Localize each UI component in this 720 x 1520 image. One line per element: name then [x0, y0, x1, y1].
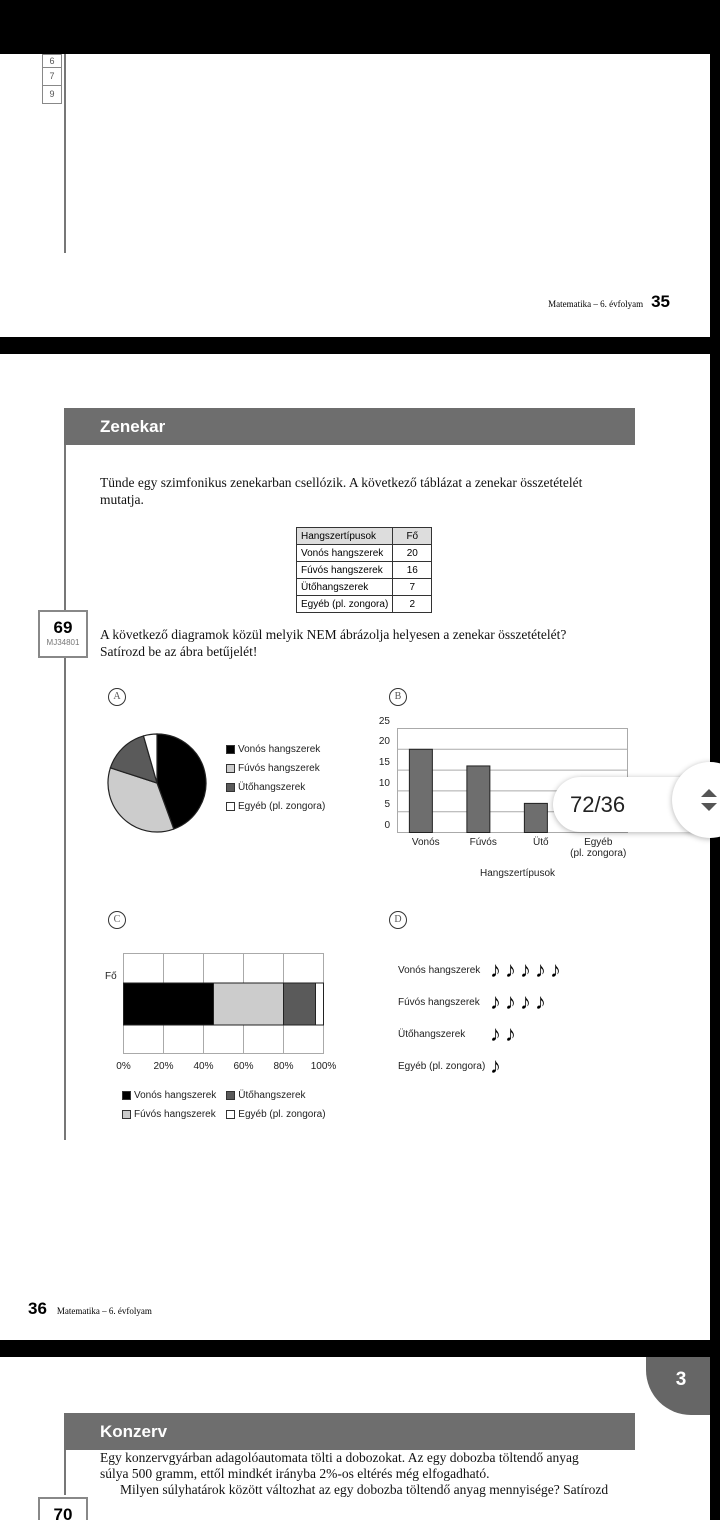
legend-label: Vonós hangszerek: [134, 1090, 217, 1101]
stacked-segment: [124, 983, 214, 1025]
eighth-note-icon: ♪: [490, 957, 501, 982]
side-number: 7: [43, 68, 61, 86]
stacked-category-label: Fő: [105, 971, 117, 982]
section-header: Konzerv: [64, 1413, 635, 1450]
orchestra-table: [296, 527, 432, 613]
page-footer: [548, 292, 670, 312]
page-footer: [28, 1299, 152, 1319]
x-tick-label: Fúvós: [469, 837, 497, 848]
eighth-note-icon: ♪: [535, 957, 546, 982]
eighth-note-icon: ♪: [490, 989, 501, 1014]
pictogram-row: [398, 1050, 565, 1082]
y-tick-label: 0: [384, 819, 390, 831]
legend-swatch: [122, 1091, 131, 1100]
pictogram-row: [398, 1018, 565, 1050]
text-line: Milyen súlyhatárok között változhat az egy dobozba töltendő anyag mennyisége? Satírozd: [120, 1482, 609, 1497]
table-cell: Egyéb (pl. zongora): [297, 596, 393, 613]
eighth-note-icon: ♪: [505, 1021, 516, 1046]
bar: [467, 766, 490, 833]
page-number: 35: [651, 292, 670, 311]
section-header: Zenekar: [64, 408, 635, 445]
legend-swatch: [226, 1091, 235, 1100]
eighth-note-icon: ♪: [505, 957, 516, 982]
stacked-bar-chart-c: [123, 953, 325, 1055]
legend-swatch: [122, 1110, 131, 1119]
y-tick-label: 15: [378, 757, 390, 769]
question-text: A következő diagramok közül melyik NEM ábrázolja helyesen a zenekar összetételét?: [100, 627, 567, 642]
option-a-bubble[interactable]: A: [108, 688, 126, 706]
pictogram-row: [398, 954, 565, 986]
question-code: MJ34801: [46, 638, 80, 647]
pie-legend: [226, 740, 325, 816]
pdf-page-36: [0, 354, 710, 1340]
table-row: [297, 562, 432, 579]
legend-swatch: [226, 802, 235, 811]
table-row: [297, 545, 432, 562]
text-line: súlya 500 gramm, ettől mindkét irányba 2%-os eltérés még elfogadható.: [100, 1466, 490, 1481]
y-tick-label: 10: [378, 777, 390, 789]
margin-line: [64, 54, 66, 253]
eighth-note-icon: ♪: [520, 957, 531, 982]
legend-item: [226, 740, 325, 759]
text-line: Egy konzervgyárban adagolóautomata tölti a dobozokat. Az egy dobozba töltendő anyag: [100, 1450, 579, 1465]
table-row: [297, 596, 432, 613]
pie-chart-a: [105, 731, 209, 835]
question-number-box: [38, 610, 88, 658]
bar-x-label: Hangszertípusok: [480, 868, 556, 879]
option-c-bubble[interactable]: C: [108, 911, 126, 929]
pdf-page-37: [0, 1357, 710, 1520]
pictogram-label: Fúvós hangszerek: [398, 996, 480, 1008]
x-tick-label: Egyéb (pl. zongora): [570, 837, 627, 859]
chapter-tab: 3: [646, 1357, 710, 1415]
x-tick-label: 0%: [116, 1061, 131, 1072]
question-instruction: Satírozd be az ábra betűjelét!: [100, 644, 258, 659]
x-tick-label: Vonós: [411, 837, 440, 848]
table-cell: 20: [393, 545, 432, 562]
eighth-note-icon: ♪: [505, 989, 516, 1014]
legend-item: [226, 778, 325, 797]
bar: [409, 749, 432, 832]
legend-label: Fúvós hangszerek: [134, 1109, 216, 1120]
option-d-bubble[interactable]: D: [389, 911, 407, 929]
side-number: 9: [49, 89, 55, 99]
legend-item: [226, 1086, 325, 1105]
table-cell: 7: [393, 579, 432, 596]
table-cell: Vonós hangszerek: [297, 545, 393, 562]
stacked-legend: [122, 1086, 326, 1124]
legend-item: [122, 1105, 216, 1124]
pdf-page-35: [0, 54, 710, 337]
footer-subject: Matematika – 6. évfolyam: [548, 299, 644, 309]
y-tick-label: 25: [378, 715, 390, 727]
stacked-segment: [214, 983, 284, 1025]
table-row: [297, 579, 432, 596]
y-tick-label: 5: [384, 798, 390, 810]
legend-label: Fúvós hangszerek: [238, 763, 320, 774]
eighth-note-icon: ♪: [550, 957, 561, 982]
table-cell: Fúvós hangszerek: [297, 562, 393, 579]
table-header: Fő: [393, 528, 432, 545]
x-tick-label: 60%: [233, 1061, 254, 1072]
legend-label: Egyéb (pl. zongora): [238, 1109, 326, 1120]
bar-y-axis: [370, 715, 390, 842]
bar: [524, 803, 547, 832]
pictogram-row: [398, 986, 565, 1018]
stacked-segment: [284, 983, 316, 1025]
bar-x-axis: [397, 837, 629, 867]
y-tick-label: 20: [378, 736, 390, 748]
eighth-note-icon: ♪: [490, 1053, 501, 1078]
pictogram-label: Ütőhangszerek: [398, 1028, 466, 1040]
legend-label: Ütőhangszerek: [238, 1090, 306, 1101]
option-b-bubble[interactable]: B: [389, 688, 407, 706]
question-number: 70: [53, 1505, 73, 1520]
side-number-boxes: [42, 54, 62, 104]
legend-swatch: [226, 1110, 235, 1119]
x-tick-label: 40%: [193, 1061, 214, 1072]
legend-item: [226, 797, 325, 816]
intro-text: Tünde egy szimfonikus zenekarban csellózik. A következő táblázat a zenekar összetételét mutatja.: [100, 475, 583, 507]
question-number-box: [38, 1497, 88, 1520]
margin-line: [64, 1450, 66, 1495]
page-indicator: 72/36: [553, 777, 713, 832]
legend-item: [226, 1105, 325, 1124]
x-tick-label: 80%: [273, 1061, 294, 1072]
page-number: 36: [28, 1299, 47, 1318]
question-number: 69: [53, 618, 73, 637]
up-down-arrows-icon: [698, 786, 720, 814]
footer-subject: Matematika – 6. évfolyam: [56, 1306, 152, 1316]
problem-text: [100, 1450, 608, 1498]
legend-item: [122, 1086, 216, 1105]
pictogram-label: Egyéb (pl. zongora): [398, 1060, 486, 1072]
legend-swatch: [226, 745, 235, 754]
table-cell: 16: [393, 562, 432, 579]
eighth-note-icon: ♪: [490, 1021, 501, 1046]
legend-swatch: [226, 783, 235, 792]
legend-label: Vonós hangszerek: [238, 744, 321, 755]
legend-swatch: [226, 764, 235, 773]
eighth-note-icon: ♪: [535, 989, 546, 1014]
x-tick-label: 20%: [153, 1061, 174, 1072]
table-cell: 2: [393, 596, 432, 613]
legend-item: [226, 759, 325, 778]
stacked-x-axis: [116, 1061, 337, 1075]
table-cell: Ütőhangszerek: [297, 579, 393, 596]
table-header: Hangszertípusok: [297, 528, 393, 545]
stacked-segment: [316, 983, 324, 1025]
legend-label: Egyéb (pl. zongora): [238, 801, 326, 812]
eighth-note-icon: ♪: [520, 989, 531, 1014]
side-number: 6: [43, 55, 61, 68]
pictogram-label: Vonós hangszerek: [398, 964, 481, 976]
legend-label: Ütőhangszerek: [238, 782, 306, 793]
pictogram-d: [398, 954, 565, 1082]
x-tick-label: 100%: [310, 1061, 337, 1072]
margin-line: [64, 445, 66, 1140]
x-tick-label: Ütő: [532, 837, 549, 848]
